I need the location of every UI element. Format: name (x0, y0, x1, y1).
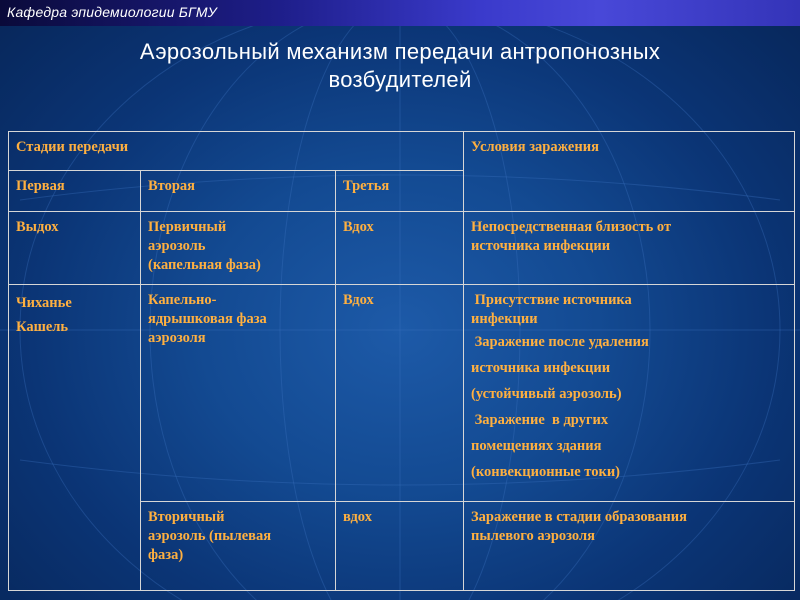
page-title (60, 38, 740, 94)
cell-close-proximity: Непосредственная близость от источника инфекции (464, 211, 795, 284)
stage-third: Третья (336, 171, 464, 211)
table-row (9, 284, 795, 501)
cell-droplet-nuclei: Капельно- ядрышковая фаза аэрозоля (141, 284, 336, 501)
table-row (9, 211, 795, 284)
cell-inhale-2: Вдох (336, 284, 464, 501)
department-label: Кафедра эпидемиологии БГМУ (7, 4, 217, 20)
header-bar (0, 0, 800, 26)
cell-exhale: Выдох (9, 211, 141, 284)
cell-inhale-1: Вдох (336, 211, 464, 284)
cell-primary-aerosol: Первичный аэрозоль (капельная фаза) (141, 211, 336, 284)
table-header-row (9, 132, 795, 171)
title-line-2: возбудителей (328, 67, 472, 92)
conditions-header: Условия заражения (464, 132, 795, 212)
stage-second: Вторая (141, 171, 336, 211)
cell-secondary-aerosol: Вторичный аэрозоль (пылевая фаза) (141, 502, 336, 591)
stages-header: Стадии передачи (9, 132, 464, 171)
cell-dust-aerosol: Заражение в стадии образования пылевого аэрозоля (464, 502, 795, 591)
stage-first: Первая (9, 171, 141, 211)
cell-sneeze-cough: Чиханье Кашель (9, 284, 141, 590)
cell-inhale-3: вдох (336, 502, 464, 591)
cell-conditions-list: Присутствие источника инфекции Заражение после удаления источника инфекции (устойчивый аэрозоль) Заражение в других помещениях здания (конвекционные токи) (464, 284, 795, 501)
title-line-1: Аэрозольный механизм передачи антропонозных (139, 39, 661, 64)
transmission-table (8, 131, 795, 591)
